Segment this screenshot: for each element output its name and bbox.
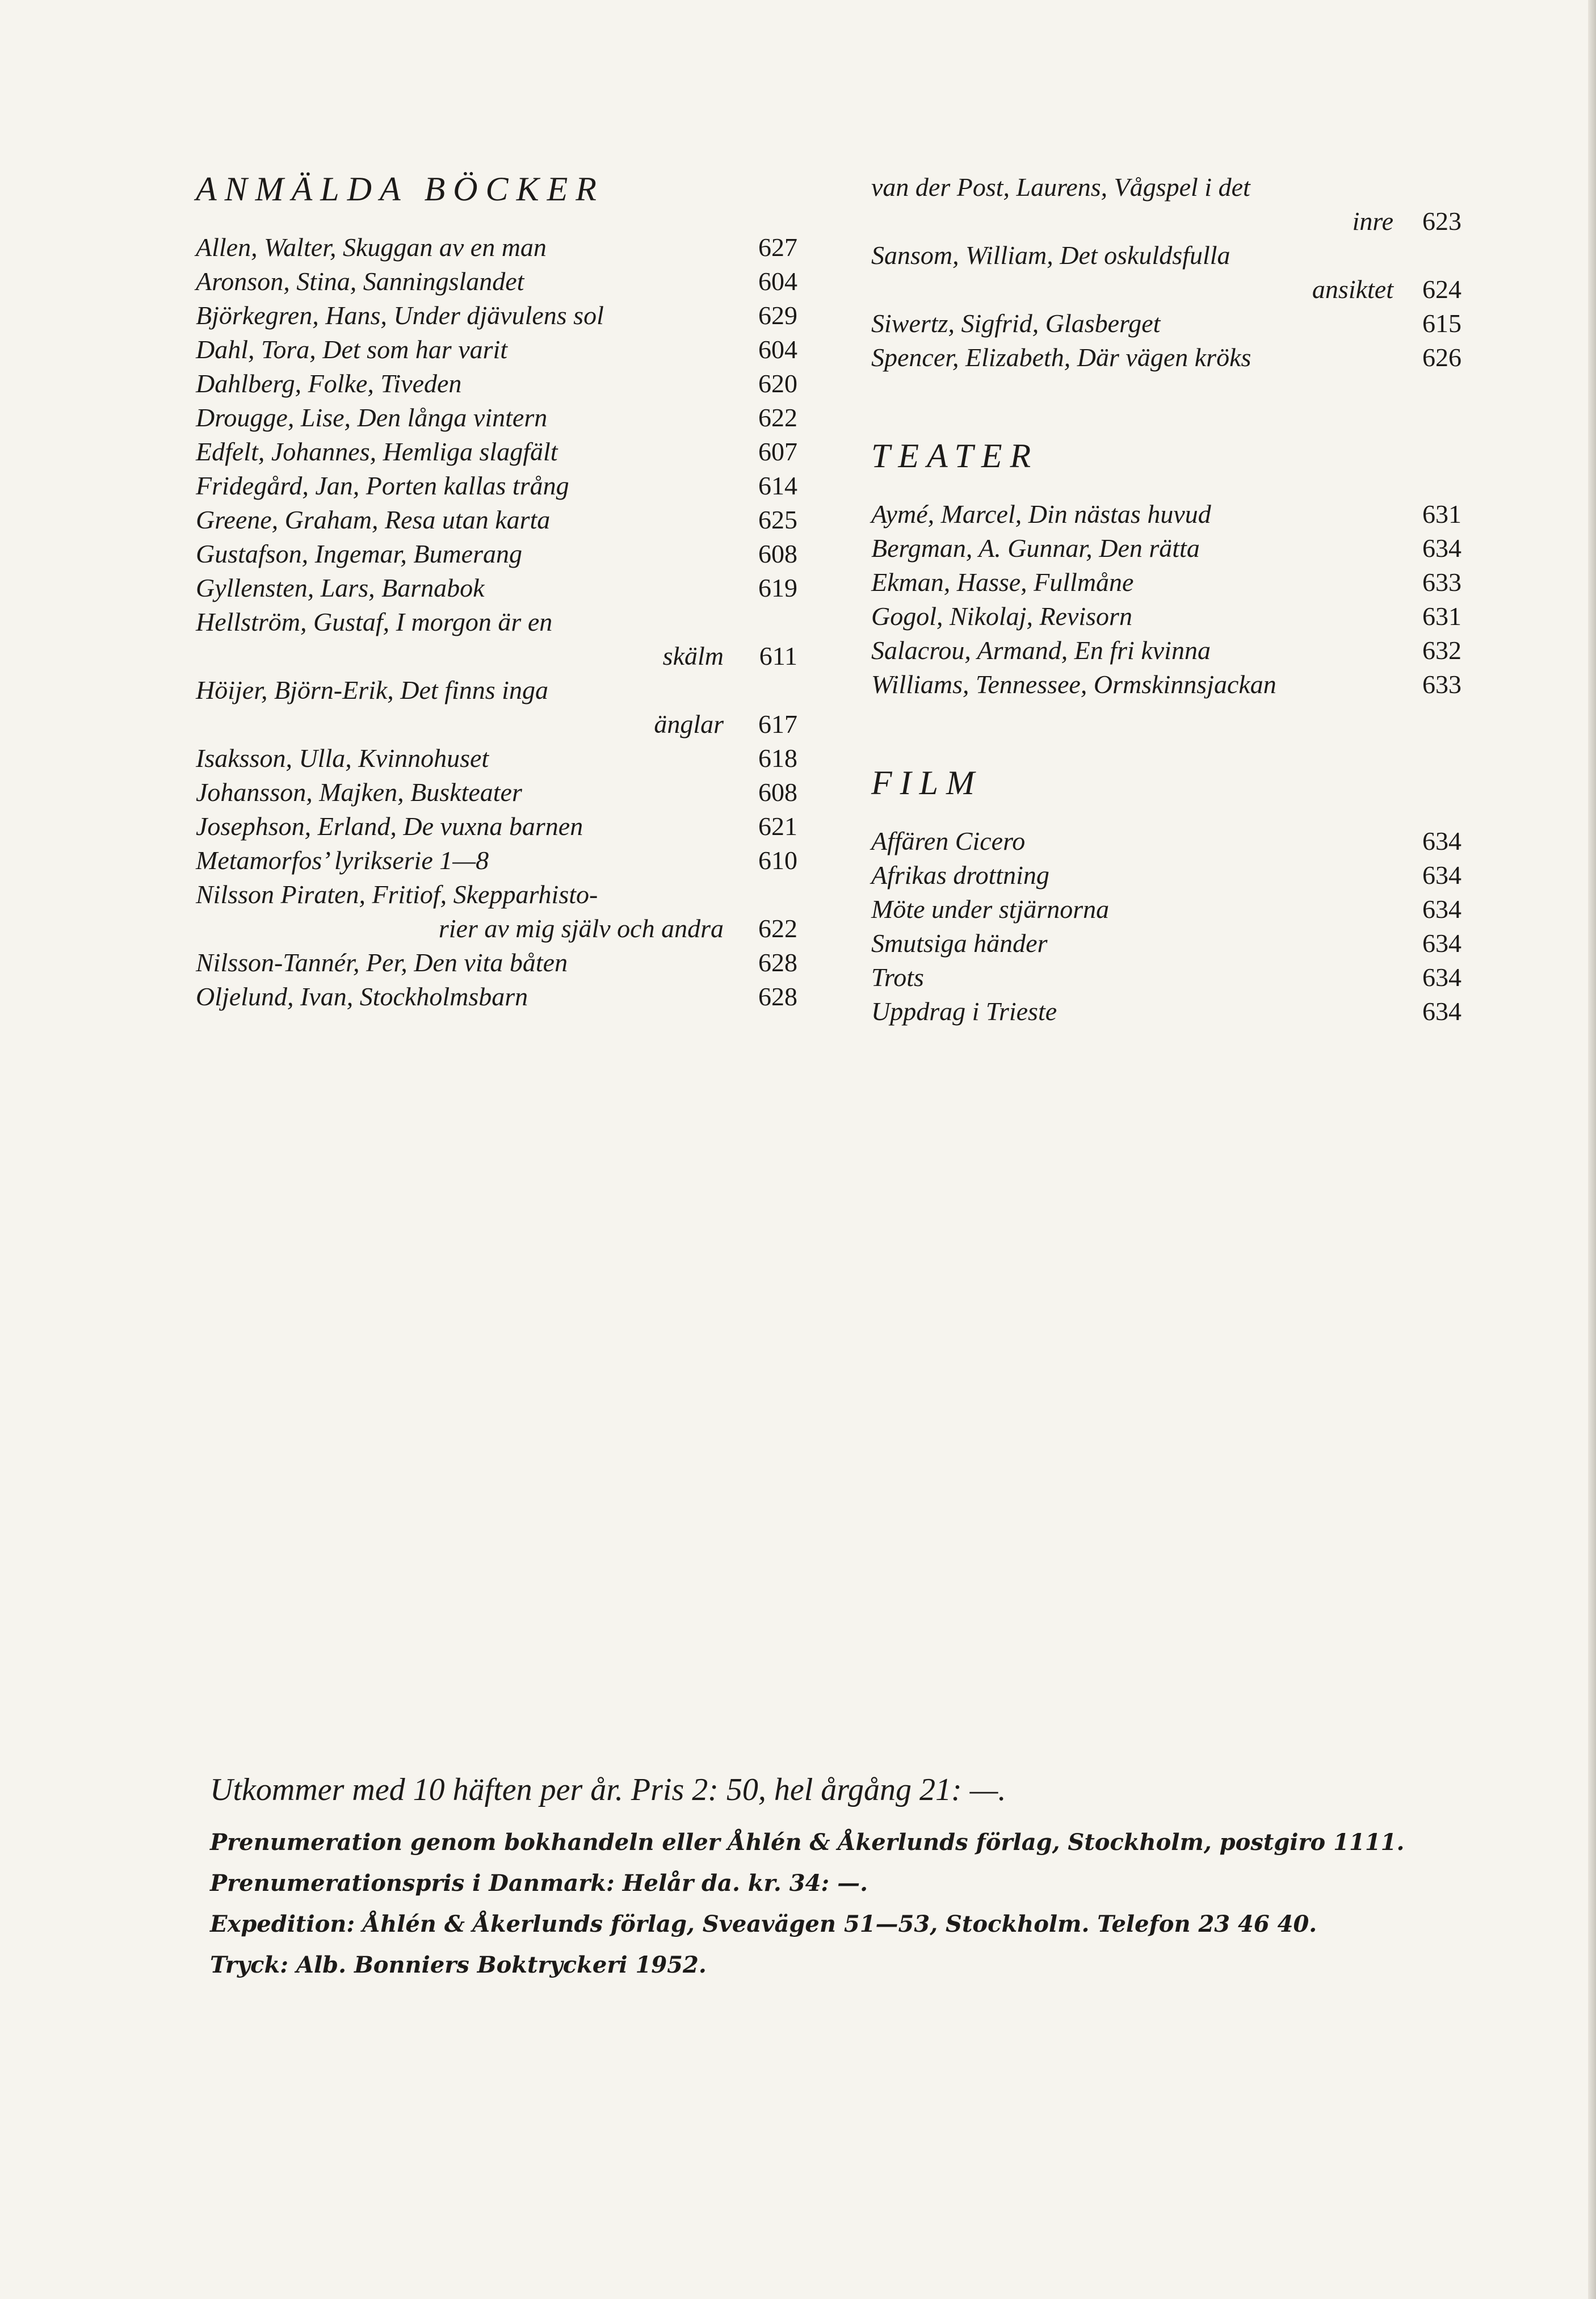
page-number: 628	[758, 948, 797, 977]
index-entry	[196, 333, 797, 367]
entry-title-line1: Oljelund, Ivan, Stockholmsbarn	[196, 982, 528, 1011]
page-number: 611	[759, 641, 797, 670]
entry-title-line1: Trots	[871, 963, 924, 992]
index-entry	[196, 809, 797, 844]
entry-title	[871, 565, 1393, 599]
page-number: 622	[758, 403, 797, 432]
entry-title	[196, 809, 724, 844]
entry-title	[196, 265, 724, 299]
index-entry	[871, 634, 1461, 668]
index-entry	[871, 531, 1461, 565]
entry-title-line1: Gustafson, Ingemar, Bumerang	[196, 539, 522, 568]
index-entry	[196, 401, 797, 435]
page-number: 621	[758, 812, 797, 841]
entry-title-line1: Salacrou, Armand, En fri kvinna	[871, 636, 1211, 665]
page-number: 625	[758, 505, 797, 534]
entry-title	[196, 537, 724, 571]
printer-info: Tryck: Alb. Bonniers Boktryckeri 1952.	[210, 1952, 707, 1979]
index-entry	[871, 960, 1461, 995]
entry-title-line1: Sansom, William, Det oskuldsfulla	[871, 241, 1230, 270]
entry-title-line1: van der Post, Laurens, Vågspel i det	[871, 173, 1250, 202]
entry-title-line1: Björkegren, Hans, Under djävulens sol	[196, 301, 604, 330]
page-number: 634	[1422, 929, 1461, 958]
index-entry	[196, 367, 797, 401]
index-entry	[196, 299, 797, 333]
entry-title-line1: Aronson, Stina, Sanningslandet	[196, 267, 524, 296]
entry-title-line1: Siwertz, Sigfrid, Glasberget	[871, 309, 1161, 338]
entry-title	[196, 503, 724, 537]
entry-title	[196, 605, 724, 673]
page-number: 608	[758, 539, 797, 568]
entry-title	[196, 230, 724, 265]
index-entry	[871, 892, 1461, 926]
index-entry	[196, 946, 797, 980]
entry-title-line2: inre	[1352, 207, 1393, 236]
entry-title	[871, 926, 1393, 960]
publication-frequency-price: Utkommer med 10 häften per år. Pris 2: 50, hel årgång 21: —.	[210, 1772, 1006, 1807]
entry-title	[871, 599, 1393, 634]
entry-title	[871, 531, 1393, 565]
index-entry	[871, 926, 1461, 960]
page-number: 617	[758, 710, 797, 739]
film-list	[871, 824, 1461, 1029]
entry-title-line1: Spencer, Elizabeth, Där vägen kröks	[871, 343, 1251, 372]
index-entry	[196, 571, 797, 605]
entry-title	[871, 668, 1393, 702]
page-number: 604	[758, 335, 797, 364]
theater-list	[871, 497, 1461, 702]
index-entry	[871, 307, 1461, 341]
entry-title-line1: Smutsiga händer	[871, 929, 1048, 958]
entry-title	[196, 401, 724, 435]
entry-title	[871, 307, 1393, 341]
entry-title-line1: Isaksson, Ulla, Kvinnohuset	[196, 744, 489, 773]
entry-title-line1: Edfelt, Johannes, Hemliga slagfält	[196, 437, 558, 466]
page-number: 633	[1422, 568, 1461, 597]
page-number: 634	[1422, 997, 1461, 1026]
entry-title-line1: Johansson, Majken, Buskteater	[196, 778, 522, 807]
page-number: 626	[1422, 343, 1461, 372]
entry-title	[196, 844, 724, 878]
entry-title	[871, 858, 1393, 892]
entry-title	[196, 946, 724, 980]
expedition-address: Expedition: Åhlén & Åkerlunds förlag, Sveavägen 51—53, Stockholm. Telefon 23 46 40.	[210, 1911, 1317, 1938]
section-heading-film: FILM	[871, 764, 982, 802]
entry-title	[871, 238, 1393, 307]
theater-section	[871, 437, 1461, 702]
index-entry	[196, 775, 797, 809]
index-entry	[196, 537, 797, 571]
index-entry	[871, 995, 1461, 1029]
page-number: 629	[758, 301, 797, 330]
index-entry	[871, 824, 1461, 858]
entry-title	[196, 367, 724, 401]
entry-title	[871, 634, 1393, 668]
entry-title-line2: skälm	[662, 641, 724, 670]
index-entry	[196, 265, 797, 299]
subscription-info: Prenumeration genom bokhandeln eller Åhlén & Åkerlunds förlag, Stockholm, postgiro 1111.	[210, 1829, 1405, 1856]
index-entry	[871, 170, 1461, 238]
entry-title-line1: Bergman, A. Gunnar, Den rätta	[871, 534, 1200, 563]
entry-title-line1: Nilsson Piraten, Fritiof, Skepparhisto-	[196, 880, 598, 909]
page-number: 634	[1422, 963, 1461, 992]
entry-title	[871, 170, 1393, 238]
denmark-price: Prenumerationspris i Danmark: Helår da. kr. 34: —.	[210, 1870, 868, 1897]
right-column	[871, 170, 1461, 1029]
entry-title	[196, 435, 724, 469]
index-entry	[871, 497, 1461, 531]
entry-title	[196, 333, 724, 367]
page-number: 622	[758, 914, 797, 943]
book-list	[196, 230, 797, 1014]
index-entry	[871, 599, 1461, 634]
entry-title-line1: Ekman, Hasse, Fullmåne	[871, 568, 1134, 597]
page-number: 619	[758, 573, 797, 602]
entry-title-line1: Metamorfos’ lyrikserie 1—8	[196, 846, 489, 875]
entry-title	[871, 960, 1393, 995]
section-heading-books: ANMÄLDA BÖCKER	[196, 170, 604, 208]
entry-title	[196, 775, 724, 809]
index-entry	[196, 980, 797, 1014]
book-list-continued	[871, 170, 1461, 375]
page-number: 618	[758, 744, 797, 773]
index-entry	[871, 341, 1461, 375]
entry-title-line1: Möte under stjärnorna	[871, 895, 1110, 924]
index-entry	[196, 469, 797, 503]
page-number: 607	[758, 437, 797, 466]
publication-info	[210, 1771, 1515, 1990]
entry-title-line1: Dahl, Tora, Det som har varit	[196, 335, 508, 364]
page-number: 614	[758, 471, 797, 500]
page-number: 620	[758, 369, 797, 398]
page-number: 628	[758, 982, 797, 1011]
entry-title-line1: Gogol, Nikolaj, Revisorn	[871, 602, 1132, 631]
entry-title-line2: änglar	[654, 710, 724, 739]
entry-title-line1: Drougge, Lise, Den långa vintern	[196, 403, 548, 432]
index-entry	[871, 238, 1461, 307]
section-heading-theater: TEATER	[871, 437, 1039, 475]
entry-title	[196, 980, 724, 1014]
index-entry	[196, 878, 797, 946]
page-number: 634	[1422, 827, 1461, 855]
page-number: 634	[1422, 861, 1461, 890]
entry-title-line1: Greene, Graham, Resa utan karta	[196, 505, 551, 534]
entry-title-line1: Uppdrag i Trieste	[871, 997, 1057, 1026]
index-entry	[196, 435, 797, 469]
entry-title	[871, 892, 1393, 926]
page-number: 615	[1422, 309, 1461, 338]
index-entry	[871, 858, 1461, 892]
index-entry	[196, 844, 797, 878]
page-number: 631	[1422, 602, 1461, 631]
page-number: 633	[1422, 670, 1461, 699]
entry-title	[196, 299, 724, 333]
entry-title	[196, 878, 724, 946]
page-number: 632	[1422, 636, 1461, 665]
film-section	[871, 764, 1461, 1029]
entry-title	[871, 824, 1393, 858]
index-entry	[196, 605, 797, 673]
page-number: 631	[1422, 500, 1461, 528]
entry-title	[196, 571, 724, 605]
index-entry	[196, 503, 797, 537]
reviewed-books-column	[196, 170, 797, 1014]
page-number: 634	[1422, 534, 1461, 563]
entry-title-line1: Gyllensten, Lars, Barnabok	[196, 573, 485, 602]
entry-title-line2: rier av mig själv och andra	[438, 914, 724, 943]
entry-title-line1: Josephson, Erland, De vuxna barnen	[196, 812, 583, 841]
page-number: 627	[758, 233, 797, 262]
index-entry	[196, 230, 797, 265]
entry-title	[196, 673, 724, 741]
entry-title	[871, 497, 1393, 531]
index-entry	[871, 565, 1461, 599]
entry-title-line2: ansiktet	[1312, 275, 1393, 304]
entry-title-line1: Fridegård, Jan, Porten kallas trång	[196, 471, 569, 500]
entry-title-line1: Allen, Walter, Skuggan av en man	[196, 233, 547, 262]
entry-title-line1: Dahlberg, Folke, Tiveden	[196, 369, 462, 398]
index-entry	[871, 668, 1461, 702]
entry-title-line1: Nilsson-Tannér, Per, Den vita båten	[196, 948, 568, 977]
entry-title-line1: Afrikas drottning	[871, 861, 1049, 890]
entry-title-line1: Hellström, Gustaf, I morgon är en	[196, 607, 553, 636]
entry-title	[871, 995, 1393, 1029]
page-number: 608	[758, 778, 797, 807]
page-edge	[1588, 0, 1596, 2299]
page-number: 624	[1422, 275, 1461, 304]
entry-title	[871, 341, 1393, 375]
page-number: 634	[1422, 895, 1461, 924]
page-number: 610	[758, 846, 797, 875]
entry-title-line1: Affären Cicero	[871, 827, 1026, 855]
page-number: 604	[758, 267, 797, 296]
entry-title	[196, 469, 724, 503]
entry-title-line1: Aymé, Marcel, Din nästas huvud	[871, 500, 1211, 528]
entry-title	[196, 741, 724, 775]
entry-title-line1: Williams, Tennessee, Ormskinnsjackan	[871, 670, 1276, 699]
page-number: 623	[1422, 207, 1461, 236]
index-entry	[196, 673, 797, 741]
entry-title-line1: Höijer, Björn-Erik, Det finns inga	[196, 676, 548, 704]
index-entry	[196, 741, 797, 775]
